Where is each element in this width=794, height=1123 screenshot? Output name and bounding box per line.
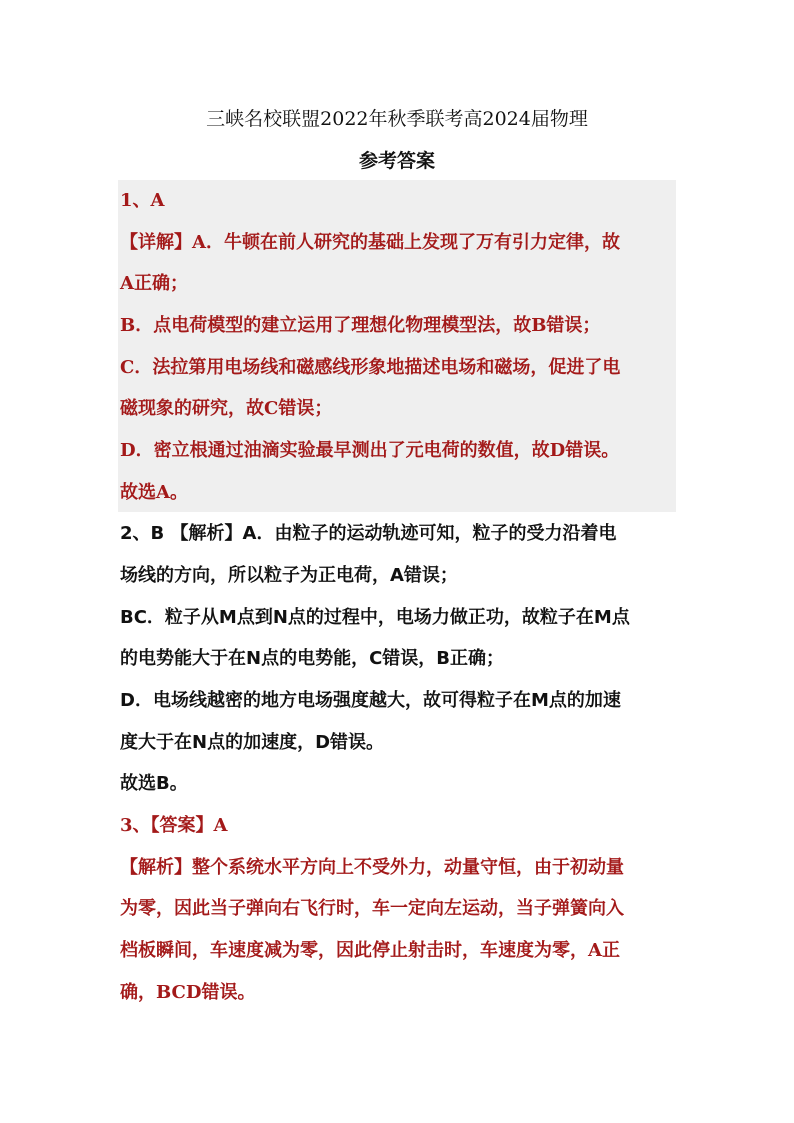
answer-3-line-5: 确，BCD错误。 <box>120 982 256 1003</box>
answer-2-line-6: 度大于在N点的加速度，D错误。 <box>120 732 385 753</box>
answer-1-line-2: 【详解】A．牛顿在前人研究的基础上发现了万有引力定律，故 <box>120 232 620 253</box>
document-title: 三峡名校联盟2022年秋季联考高2024届物理 <box>206 108 588 130</box>
answer-1-line-4: B．点电荷模型的建立运用了理想化物理模型法，故B错误； <box>120 315 601 336</box>
document-subtitle: 参考答案 <box>358 150 435 172</box>
answer-2-line-1: 2、B 【解析】A．由粒子的运动轨迹可知，粒子的受力沿着电 <box>120 523 617 544</box>
answer-3-line-3: 为零，因此当子弹向右飞行时，车一定向左运动，当子弹簧向入 <box>120 898 624 919</box>
answer-2-line-5: D．电场线越密的地方电场强度越大，故可得粒子在M点的加速 <box>120 690 621 711</box>
answer-1-line-6: 磁现象的研究，故C错误； <box>120 398 333 419</box>
answer-1-line-1: 1、A <box>120 190 165 211</box>
answer-2-line-3: BC．粒子从M点到N点的过程中，电场力做正功，故粒子在M点 <box>120 607 630 628</box>
answer-2-line-7: 故选B。 <box>120 773 188 794</box>
answer-1-line-3: A正确； <box>120 273 188 294</box>
answer-1-line-8: 故选A。 <box>120 482 188 503</box>
answer-2-line-4: 的电势能大于在N点的电势能，C错误，B正确； <box>120 648 504 669</box>
answer-3-line-2: 【解析】整个系统水平方向上不受外力，动量守恒，由于初动量 <box>120 857 624 878</box>
answer-2-line-2: 场线的方向，所以粒子为正电荷，A错误； <box>120 565 458 586</box>
answer-3-line-1: 3、【答案】A <box>120 815 228 836</box>
answer-1-line-7: D．密立根通过油滴实验最早测出了元电荷的数值，故D错误。 <box>120 440 620 461</box>
answer-1-line-5: C．法拉第用电场线和磁感线形象地描述电场和磁场，促进了电 <box>120 357 621 378</box>
answer-3-line-4: 档板瞬间，车速度减为零，因此停止射击时，车速度为零，A正 <box>120 940 620 961</box>
